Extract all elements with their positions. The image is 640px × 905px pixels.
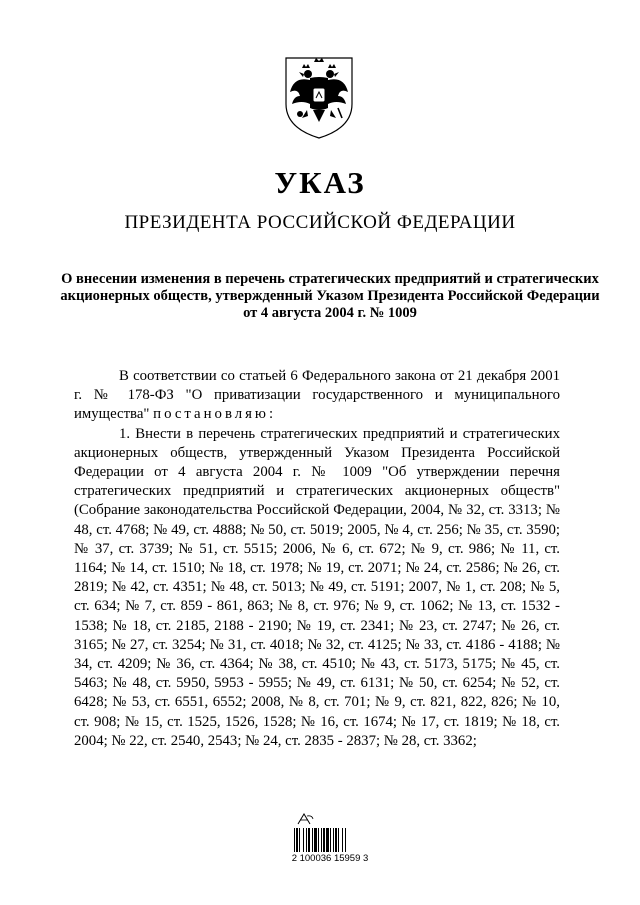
- barcode-block: [290, 812, 370, 872]
- paragraph-preamble: [74, 367, 560, 425]
- barcode-bar: [308, 828, 310, 852]
- barcode-bar: [296, 828, 298, 852]
- barcode-bar: [299, 828, 300, 852]
- barcode: [294, 828, 366, 852]
- barcode-bar: [294, 828, 295, 852]
- barcode-bar: [342, 828, 343, 852]
- document-heading: О внесении изменения в перечень стратегических предприятий и стратегических акционерных обществ, утвержденный Указом Президента Российской Федерации от 4 августа 2004 г. № 1009: [60, 271, 600, 321]
- barcode-bar: [318, 828, 319, 852]
- barcode-bar: [303, 828, 304, 852]
- barcode-bar: [326, 828, 329, 852]
- barcode-bar: [333, 828, 334, 852]
- barcode-bar: [314, 828, 317, 852]
- barcode-bar: [335, 828, 337, 852]
- page-subtitle: ПРЕЗИДЕНТА РОССИЙСКОЙ ФЕДЕРАЦИИ: [124, 212, 516, 233]
- paragraph-item-1: 1. Внести в перечень стратегических предприятий и стратегических акционерных обществ, утвержденный Указом Президента Российской Федерации от 4 августа 2004 г. № 1009 "Об утверждении перечня стратегических предприятий и стратегических акционерных обществ" (Собрание законодательства Российской Федерации, 2004, № 32, ст. 3313; № 48, ст. 4768; № 49, ст. 4888; № 50, ст. 5019; 2005, № 4, ст. 256; № 35, ст. 3590; № 37, ст. 3739; № 51, ст. 5515; 2006, № 6, ст. 672; № 9, ст. 986; № 11, ст. 1164; № 14, ст. 1510; № 18, ст. 1978; № 19, ст. 2071; № 24, ст. 2586; № 26, ст. 2819; № 42, ст. 4351; № 48, ст. 5013; № 49, ст. 5191; 2007, № 1, ст. 208; № 5, ст. 634; № 7, ст. 859 - 861, 863; № 8, ст. 976; № 9, ст. 1062; № 13, ст. 1532 - 1538; № 18, ст. 2185, 2188 - 2190; № 19, ст. 2341; № 23, ст. 2747; № 26, ст. 3165; № 27, ст. 3254; № 31, ст. 4018; № 32, ст. 4125; № 33, ст. 4186 - 4188; № 34, ст. 4209; № 36, ст. 4364; № 38, ст. 4510; № 43, ст. 5173, 5175; № 45, ст. 5463; № 48, ст. 5950, 5953 - 5955; № 49, ст. 6131; № 50, ст. 6254; № 52, ст. 6428; № 53, ст. 6551, 6552; 2008, № 8, ст. 701; № 9, ст. 821, 822, 826; № 10, ст. 908; № 15, ст. 1525, 1526, 1528; № 16, ст. 1674; № 17, ст. 1819; № 18, ст. 2004; № 22, ст. 2540, 2543; № 24, ст. 2835 - 2837; № 28, ст. 3362;: [74, 425, 560, 749]
- document-body: [74, 367, 560, 751]
- barcode-bar: [312, 828, 313, 852]
- russian-coat-of-arms-icon: [280, 52, 358, 140]
- barcode-bar: [330, 828, 331, 852]
- page-title: УКАЗ: [274, 165, 366, 200]
- decree-keyword: постановляю:: [153, 406, 277, 423]
- barcode-bar: [306, 828, 307, 852]
- publisher-mark-icon: [296, 812, 314, 826]
- barcode-number: 2 100036 15959 3: [291, 853, 369, 864]
- barcode-bar: [321, 828, 322, 852]
- barcode-bar: [345, 828, 346, 852]
- preamble-text: В соответствии со статьей 6 Федерального закона от 21 декабря 2001 г. № 178-ФЗ "О приватизации государственного и муниципального имущества": [74, 368, 560, 423]
- barcode-bar: [338, 828, 339, 852]
- barcode-bar: [323, 828, 325, 852]
